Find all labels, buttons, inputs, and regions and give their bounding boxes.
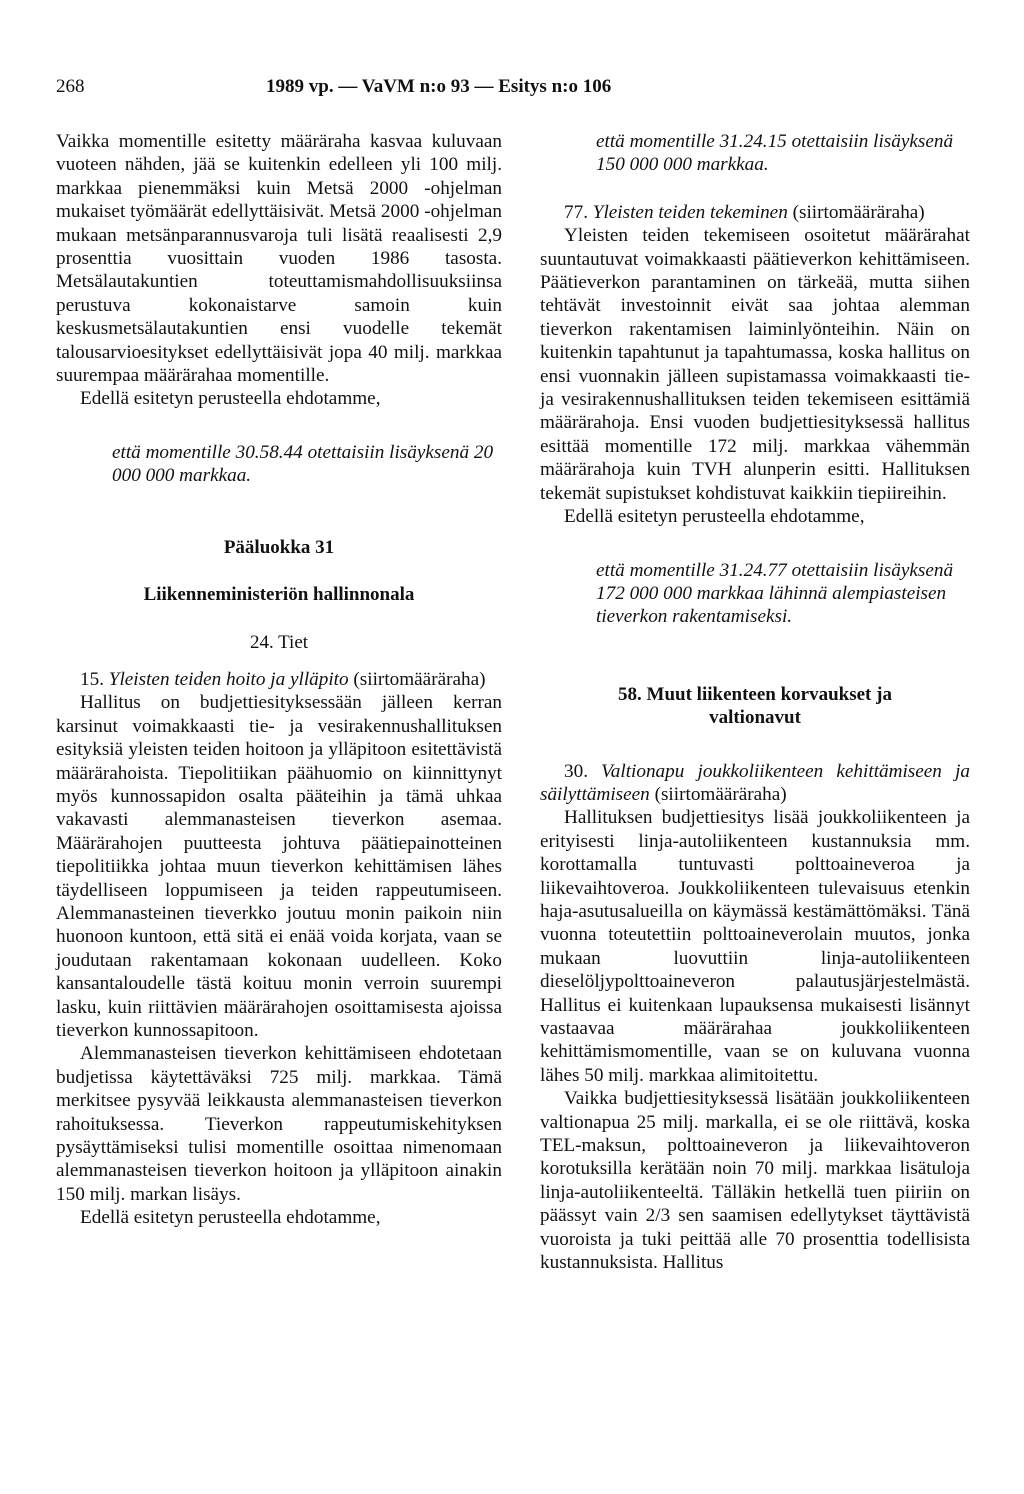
page-header [56, 75, 968, 99]
paragraph-basis-1: Edellä esitetyn perusteella ehdotamme, [80, 388, 381, 410]
item-30-number: 30. [564, 760, 588, 782]
document-title: 1989 vp. — VaVM n:o 93 — Esitys n:o 106 [266, 76, 612, 97]
paragraph-public-transport: Hallituksen budjettiesitys lisää joukkoliikenteen ja erityisesti linja-autoliikenteen kustannuksia mm. korottamalla tuntuvasti polttoaineveroa ja liikevaihtoveroa. Joukkoliikenteen tulevaisuus etenkin haja-asutusalueilla on käymässä kestämättömäksi. Tänä vuonna toteutettiin polttoaineverolain muutos, jonka mukaan luovuttiin linja-autoliikenteen dieselöljypolttoaineveron palautusjärjestelmästä. Hallitus ei kuitenkaan lupauksensa mukaisesti lisännyt vastaavaa määrärahaa joukkoliikenteen kehittämismomentille, vaan se on kuluvana vuonna lähes 50 milj. markkaa alimitoitettu. [540, 807, 970, 1086]
left-column [56, 130, 502, 1230]
chapter-heading: 24. Tiet [249, 631, 309, 653]
item-30-title [540, 760, 970, 807]
paragraph-road-maintenance: Hallitus on budjettiesityksessään jälleen kerran karsinut voimakkaasti tie- ja vesirakennushallituksen esityksiä yleisten teiden hoitoon ja ylläpitoon esitettävistä määrärahoista. Tiepolitiikan päähuomio on kiinnittynyt myös kunnossapidon osalta pääteihin ja tämä uhkaa vakavasti alemmanasteisen tieverkon asemaa. Määrärahojen puutteesta johtuva päätiepainotteinen tiepolitiikka johtaa muun tieverkon kehittämisen lähes täydelliseen loppumiseen ja teiden rappeutumiseen. Alemmanasteinen tieverkko joutuu monin paikoin niin huonoon kuntoon, että sitä ei enää voida korjata, vaan se joudutaan rakentamaan kokonaan uudelleen. Koko kansantaloudelle tästä koituu monin verroin suurempi lasku, kuin riittävien määrärahojen osoittamisesta ajoissa tieverkon kunnossapitoon. [56, 692, 502, 1041]
proposal-31-24-15: että momentille 31.24.15 otettaisiin lisäyksenä 150 000 000 markkaa. [596, 131, 954, 176]
proposal-30-58-44: että momentille 30.58.44 otettaisiin lisäyksenä 20 000 000 markkaa. [112, 441, 494, 487]
proposal-31-24-77: että momentille 31.24.77 otettaisiin lisäyksenä 172 000 000 markkaa lähinnä alempiasteisen tieverkon rakentamiseksi. [596, 559, 954, 628]
item-15-title [56, 668, 502, 691]
item-30-name: Valtionapu joukkoliikenteen kehittämiseen ja säilyttämiseen [540, 760, 970, 805]
section-58-heading: 58. Muut liikenteen korvaukset ja valtionavut [618, 683, 892, 729]
item-77-title [540, 201, 970, 224]
right-column [540, 130, 970, 1274]
item-15-number: 15. [80, 668, 104, 690]
main-class-heading: Pääluokka 31 [223, 536, 335, 558]
ministry-heading: Liikenneministeriön hallinnonala [143, 584, 415, 606]
paragraph-lower-network: Alemmanasteisen tieverkon kehittämiseen ehdotetaan budjetissa käytettäväksi 725 milj. markkaa. Tämä merkitsee pysyvää leikkausta alemmanasteisen tieverkon rahoituksessa. Tieverkon rappeutumiskehityksen pysäyttämiseksi tulisi momentille osoittaa nimenomaan alemmanasteisen tieverkon hoitoon ja ylläpitoon ainakin 150 milj. markan lisäys. [56, 1043, 502, 1205]
paragraph-forest-funding: Vaikka momentille esitetty määräraha kasvaa kuluvaan vuoteen nähden, jää se kuitenkin edelleen yli 100 milj. markkaa pienemmäksi kuin Metsä 2000 -ohjelman mukaiset työmäärät edellyttäisivät. Metsä 2000 -ohjelman mukaan metsänparannusvaroja tuli lisätä reaalisesti 2,9 prosenttia vuosittain vuoden 1986 tasosta. Metsälautakuntien toteuttamismahdollisuuksiinsa perustuva kokonaistarve samoin kuin keskusmetsälautakuntien ensi vuodelle tekemät talousarvioesitykset edellyttäisivät jopa 40 milj. markkaa suurempaa määrärahaa momentille. [56, 131, 502, 387]
paragraph-state-aid: Vaikka budjettiesityksessä lisätään joukkoliikenteen valtionapua 25 milj. markalla, ei se ole riittävä, koska TEL-maksun, polttoaineveron ja liikevaihtoveron korotuksilla kerätään noin 70 milj. markkaa lisätuloja linja-autoliikenteeltä. Tälläkin hetkellä tuen piiriin on päässyt vain 2/3 sen saamisen edellytykset täyttävistä vuoroista ja tuki peittää alle 70 prosenttia todellisista kustannuksista. Hallitus [540, 1088, 970, 1274]
paragraph-basis-3: Edellä esitetyn perusteella ehdotamme, [564, 506, 865, 528]
page-number: 268 [56, 76, 85, 97]
item-15-type: (siirtomääräraha) [353, 668, 486, 690]
item-77-number: 77. [564, 201, 588, 223]
paragraph-basis-2: Edellä esitetyn perusteella ehdotamme, [80, 1207, 381, 1229]
item-30-type: (siirtomääräraha) [654, 783, 787, 805]
paragraph-road-building: Yleisten teiden tekemiseen osoitetut määrärahat suuntautuvat voimakkaasti päätieverkon kehittämiseen. Päätieverkon parantaminen on tärkeää, mutta siihen tehtävät investoinnit eivät saa johtaa alemman tieverkon rakentamisen laiminlyönteihin. Näin on kuitenkin tapahtunut ja tapahtumassa, koska hallitus on ensi vuonnakin jälleen supistamassa voimakkaasti tie- ja vesirakennushallituksen teiden tekemiseen esittämiä määrärahoja. Ensi vuoden budjettiesityksessä hallitus esittää momentille 172 milj. markkaa vähemmän määrärahoja kuin TVH alunperin esitti. Hallituksen tekemät supistukset kohdistuvat kaikkiin tiepiireihin. [540, 225, 970, 504]
item-77-name: Yleisten teiden tekeminen [592, 201, 788, 223]
item-77-type: (siirtomääräraha) [792, 201, 925, 223]
item-15-name: Yleisten teiden hoito ja ylläpito [108, 668, 349, 690]
